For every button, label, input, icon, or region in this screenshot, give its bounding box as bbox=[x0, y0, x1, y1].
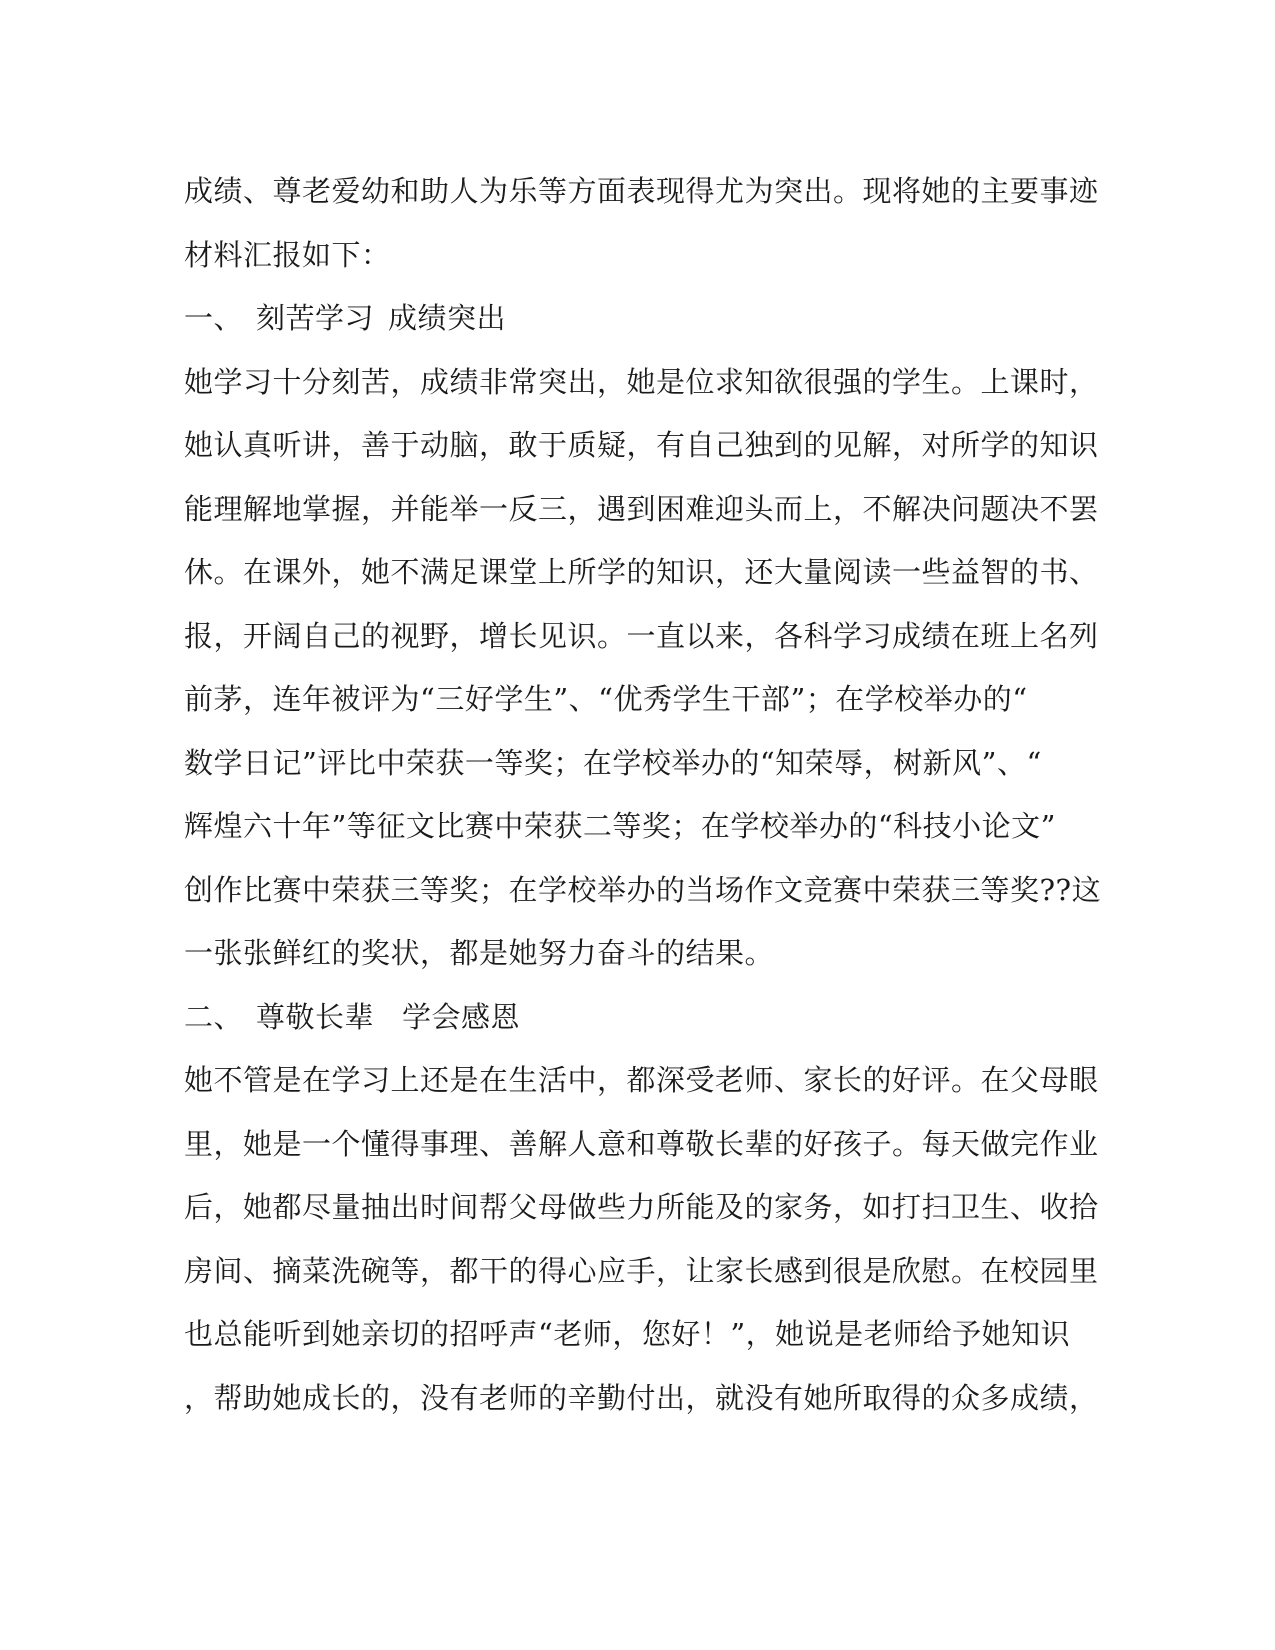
paragraph-line: 材料汇报如下： bbox=[184, 237, 391, 272]
paragraph-line: ，帮助她成长的，没有老师的辛勤付出，就没有她所取得的众多成绩， bbox=[184, 1380, 1099, 1415]
paragraph-line: 创作比赛中荣获三等奖；在学校举办的当场作文竞赛中荣获三等奖??这 bbox=[184, 872, 1102, 907]
paragraph-line: 一张张鲜红的奖状，都是她努力奋斗的结果。 bbox=[184, 936, 775, 970]
paragraph-line: 后，她都尽量抽出时间帮父母做些力所能及的家务，如打扫卫生、收拾 bbox=[184, 1190, 1099, 1224]
paragraph-line: 她不管是在学习上还是在生活中，都深受老师、家长的好评。在父母眼 bbox=[184, 1063, 1099, 1097]
section-title-part: 学会感恩 bbox=[402, 999, 521, 1034]
section-number: 一、 bbox=[184, 301, 244, 335]
body-text bbox=[184, 160, 1102, 1430]
paragraph-line: 她认真听讲，善于动脑，敢于质疑，有自己独到的见解，对所学的知识 bbox=[184, 428, 1099, 462]
paragraph-line: 成绩、尊老爱幼和助人为乐等方面表现得尤为突出。现将她的主要事迹 bbox=[184, 174, 1099, 208]
section-title-part: 成绩突出 bbox=[388, 301, 507, 335]
paragraph-line: 前茅，连年被评为“三好学生”、“优秀学生干部”；在学校举办的“ bbox=[184, 682, 1028, 716]
section-title-part: 尊敬长辈 bbox=[256, 999, 375, 1034]
paragraph-line: 房间、摘菜洗碗等，都干的得心应手，让家长感到很是欣慰。在校园里 bbox=[184, 1253, 1099, 1288]
paragraph-line: 能理解地掌握，并能举一反三，遇到困难迎头而上，不解决问题决不罢 bbox=[184, 491, 1099, 526]
section-number: 二、 bbox=[184, 999, 244, 1034]
section-heading-1 bbox=[184, 287, 1084, 351]
section-title-part: 刻苦学习 bbox=[256, 301, 375, 335]
section-heading-2 bbox=[184, 986, 1084, 1050]
paragraph-line: 报，开阔自己的视野，增长见识。一直以来，各科学习成绩在班上名列 bbox=[184, 618, 1099, 653]
paragraph-line: 数学日记”评比中荣获一等奖；在学校举办的“知荣辱，树新风”、“ bbox=[184, 745, 1042, 780]
paragraph-line: 她学习十分刻苦，成绩非常突出，她是位求知欲很强的学生。上课时， bbox=[184, 364, 1099, 399]
paragraph-line: 辉煌六十年”等征文比赛中荣获二等奖；在学校举办的“科技小论文” bbox=[184, 809, 1056, 843]
paragraph-line: 也总能听到她亲切的招呼声“老师，您好！”，她说是老师给予她知识 bbox=[184, 1317, 1071, 1351]
paragraph-line: 休。在课外，她不满足课堂上所学的知识，还大量阅读一些益智的书、 bbox=[184, 555, 1099, 589]
paragraph-line: 里，她是一个懂得事理、善解人意和尊敬长辈的好孩子。每天做完作业 bbox=[184, 1126, 1099, 1161]
